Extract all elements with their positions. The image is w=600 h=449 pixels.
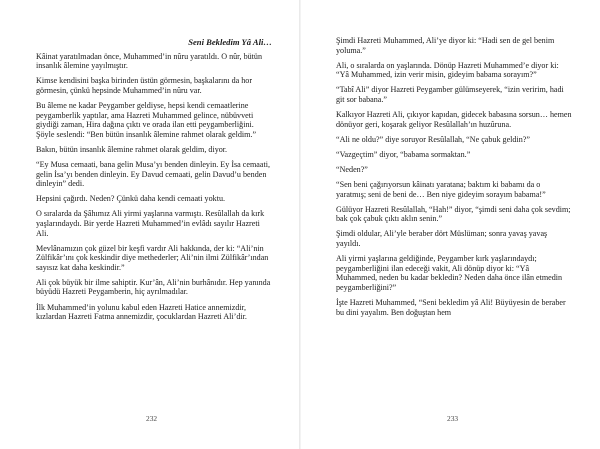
paragraph: Kimse kendisini başka birinden üstün görmesin, başkalarını da hor görmesin, çünkü hepsinde Muhammed’in nûru var. — [36, 76, 253, 95]
left-page — [36, 38, 272, 327]
paragraph: O sıralarda da Şâhımız Ali yirmi yaşlarına varmıştı. Resûlallah da kırk yaşlarındaydı. Bir yerde Hazreti Muhammed’in evlâdı sayılır Hazreti Ali. — [36, 209, 265, 238]
paragraph: “Ey Musa cemaati, bana gelin Musa’yı benden dinleyin. Ey İsa cemaati, gelin İsa’yı benden dinleyin. Ey Davud cemaati, gelin Davud’u benden dinleyin” dedi. — [36, 159, 270, 189]
paragraph: Ali yirmi yaşlarına geldiğinde, Peygamber kırk yaşlarındaydı; peygamberliğini ilan edeceği vakit, Ali dönüp diyor ki: “Yâ Muhammed, neden bu kadar bekledin? Neden daha önce ilân etmedin peygamberliğini?” — [336, 254, 563, 292]
paragraph: “Ali ne oldu?” diye soruyor Resûlallah, “Ne çabuk geldin?” — [336, 134, 530, 144]
paragraph: “Tabî Ali” diyor Hazreti Peygamber gülümseyerek, “izin veririm, hadi git sor babana.” — [336, 85, 564, 104]
paragraph: Şimdi oldular, Ali’yle beraber dört Müslüman; sonra yavaş yavaş yayıldı. — [336, 229, 548, 248]
paragraph: Kâinat yaratılmadan önce, Muhammed’in nûru yaratıldı. O nûr, bütün insanlık âlemine yayılmıştır. — [36, 51, 263, 71]
paragraph: Gülüyor Hazreti Resûlallah, “Hah!” diyor, “şimdi seni daha çok sevdim; bak çok çabuk çıktı aklın senin.” — [336, 204, 571, 224]
paragraph: Bu âleme ne kadar Peygamber geldiyse, hepsi kendi cemaatlerine peygamberlik yaptılar, ama Hazreti Muhammed gelince, nübüvveti giydiği zaman, Hira dağına çıktı ve orada ilan etti peygamberliğini. Şöyle seslendi: “Ben bütün insanlık âlemine rahmet olarak geldim.” — [36, 100, 257, 139]
paragraph: Bakın, bütün insanlık âlemine rahmet olarak geldim, diyor. — [36, 144, 228, 154]
paragraph: Mevlânamızın çok güzel bir keşfi vardır Ali hakkında, der ki: “Ali’nin Zülfikâr’ını çok keskindir diye methederler; Ali’nin ilmi Zülfikâr’ından sayısız kat daha keskindir.” — [36, 243, 269, 272]
right-page — [336, 36, 572, 323]
running-head: Seni Bekledim Yâ Ali… — [188, 37, 272, 47]
paragraph: “Sen beni çağırıyorsun kâinatı yaratana; baktım ki babamı da o yaratmış; seni de beni de… Ben niye gideyim sorayım babama!” — [336, 180, 546, 199]
paragraph: İşte Hazreti Muhammed, “Seni bekledim yâ Ali! Büyüyesin de beraber bu dini yayalım. Ben doğuştan hem — [336, 297, 566, 317]
page-number-left: 232 — [146, 414, 158, 423]
paragraph: Şimdi Hazreti Muhammed, Ali’ye diyor ki: “Hadi sen de gel benim yoluma.” — [336, 36, 555, 55]
paragraph: Ali, o sıralarda on yaşlarında. Dönüp Hazreti Muhammed’e diyor ki: “Yâ Muhammed, izin verir misin, gideyim babama sorayım?” — [336, 60, 559, 80]
paragraph: “Vazgeçtim” diyor, “babama sormaktan.” — [336, 149, 471, 159]
book-gutter — [299, 0, 301, 449]
paragraph: İlk Muhammed’in yolunu kabul eden Hazreti Hatice annemizdir, kızlardan Hazreti Fatma annemizdir, çocuklardan Hazreti Ali’dir. — [36, 302, 247, 322]
paragraph: Kalkıyor Hazreti Ali, çıkıyor kapıdan, gidecek babasına sorsun… hemen dönüyor geri, koşarak geliyor Resûlallah’ın huzûruna. — [336, 110, 572, 129]
paragraph: Ali çok büyük bir ilme sahiptir. Kur’ân, Ali’nin burhânıdır. Hep yanında büyüdü Hazreti Peygamberin, hiç ayrılmadılar. — [36, 277, 271, 297]
page-number-right: 233 — [447, 414, 459, 423]
paragraph: Hepsini çağırdı. Neden? Çünkü daha kendi cemaati yoktu. — [36, 194, 226, 204]
paragraph: “Neden?” — [336, 164, 368, 174]
